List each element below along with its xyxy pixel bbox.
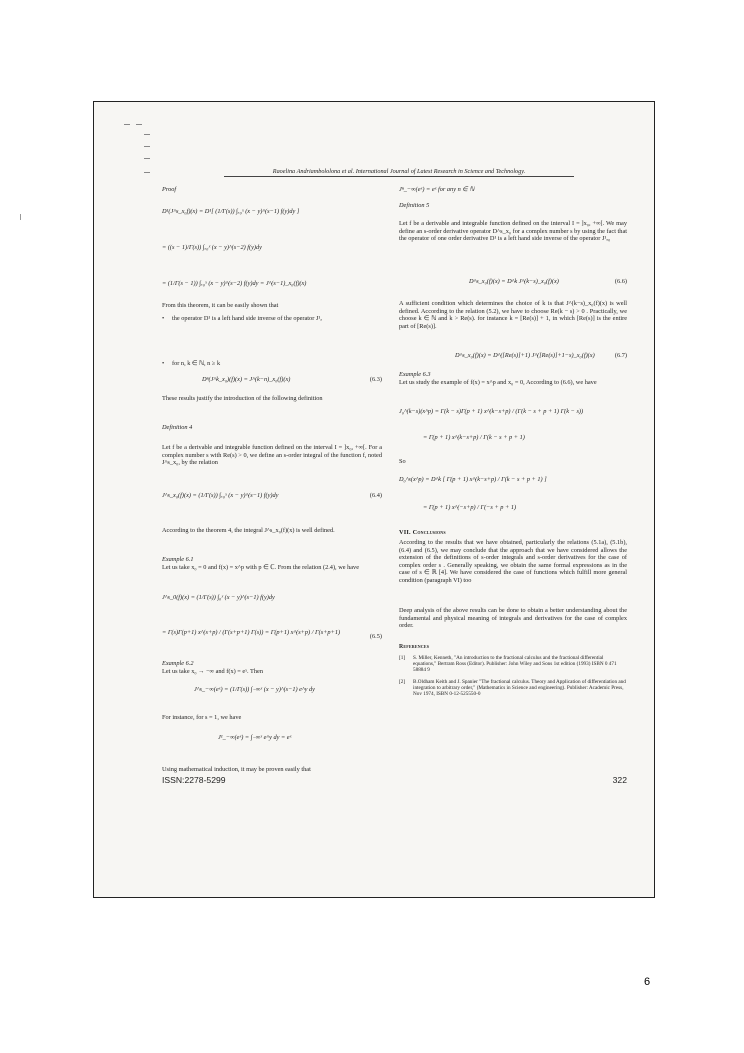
paragraph: Let us take x₀ → −∞ and f(x) = eˣ. Then — [162, 668, 263, 675]
section-title: References — [399, 644, 430, 650]
paragraph: From this theorem, it can be easily shown that — [162, 302, 279, 309]
scanned-page — [93, 101, 655, 898]
paragraph: So — [399, 458, 406, 465]
equation-number: (6.6) — [614, 278, 627, 285]
equation-body: Dⁿ(J^k_x₀)(f)(x) = J^(k−n)_x₀(f)(x) — [202, 376, 291, 383]
equation: D¹(J^s_x₀f)(x) = D¹[ (1/Γ(s)) ∫ₓ₀ˣ (x − y)^(s−1) f(y)dy ] — [162, 208, 300, 215]
equation-body: = Γ(s)Γ(p+1) x^(s+p) / (Γ(s+p+1) Γ(s)) = Γ(p+1) x^(s+p) / Γ(s+p+1) — [162, 629, 341, 636]
reference-text: B.Oldham Keith and J. Spanier "The fractional calculus. Theory and Application of differentiation and integration to arbitrary order," (Mathematics in Science and engineering). Publisher: Academic Press, Nov 1974, ISBN 0-12-525550-0 — [413, 679, 626, 697]
paragraph: For instance, for s = 1, we have — [162, 714, 242, 721]
reference-item — [399, 679, 627, 697]
paragraph: A sufficient condition which determines the choice of k is that J^(k−s)_x₀(f)(x) is well defined. According to the relation (5.2), we have to choose Re(k − s) > 0 . Practically, we choose k ∈ ℕ and k > Re(s). for instance k = [Re(s)] + 1, in which [Re(s)] is the entire part of [Re(s)]. — [399, 300, 627, 330]
equation: Jⁿ_−∞(eˣ) = eˣ for any n ∈ ℕ — [399, 186, 475, 193]
example-label: Example 6.1 — [162, 556, 194, 563]
equation: J₀^(k−s)(x^p) = Γ(k − s)Γ(p + 1) x^(k−s+p) / (Γ(k − s + p + 1) Γ(k − s)) — [399, 408, 584, 415]
equation: D₀^s(x^p) = D^k [ Γ(p + 1) x^(k−s+p) / Γ(k − s + p + 1) ] — [399, 476, 547, 483]
margin-mark — [20, 214, 21, 220]
equation — [399, 278, 627, 286]
paragraph: According to the results that we have obtained, particularly the relations (5.1a), (5.1b), (6.4) and (6.5), we may conclude that the approach that we have considered allows the extension of the definitions of s-order integrals and s-order derivatives for the case of complex order s . Generally speaking, we obtain the same formal expressions as in the case of s ∈ ℝ [4]. We have considered the case of functions which fulfill more general condition (paragraph VI) too — [399, 539, 627, 584]
paragraph: According to the theorem 4, the integral J^s_x₀(f)(x) is well defined. — [162, 527, 335, 534]
section-title: VII. Conclusions — [399, 529, 446, 536]
paragraph: These results justify the introduction of the following definition — [162, 395, 323, 402]
equation — [162, 492, 382, 500]
equation-number: (6.4) — [369, 492, 382, 499]
definition-label: Definition 5 — [399, 202, 430, 209]
equation-body: D^s_x₀(f)(x) = D^([Re(s)]+1) J^([Re(s)]+1−s)_x₀(f)(x) — [455, 352, 595, 359]
equation: = Γ(p + 1) x^(−s+p) / Γ(−s + p + 1) — [423, 504, 517, 511]
paragraph: Let us take x₀ = 0 and f(x) = x^p with p ∈ ℂ. From the relation (2.4), we have — [162, 564, 360, 571]
equation — [399, 352, 627, 360]
page-number: 322 — [612, 775, 627, 785]
reference-number: [2] — [399, 679, 406, 685]
equation-body: D^s_x₀(f)(x) = D^k J^(k−s)_x₀(f)(x) — [469, 278, 559, 285]
equation-number: (6.5) — [369, 633, 382, 640]
bullet-item: • the operator D¹ is a left hand side inverse of the operator J¹ₐ — [162, 315, 382, 323]
reference-item — [399, 655, 627, 673]
paragraph: Let f be a derivable and integrable function defined on the interval I = ]x₀, +∞[. We may define an s-order derivative operator D^s_x₀ for a complex number s by using the fact that the operator of one order derivative D¹ is a left hand side inverse of the operator J¹ₓ₀ — [399, 220, 627, 243]
equation: = Γ(p + 1) x^(k−s+p) / Γ(k − s + p + 1) — [423, 434, 525, 441]
scan-marks — [124, 120, 164, 180]
proof-label: Proof — [162, 186, 177, 193]
paragraph: Deep analysis of the above results can be done to obtain a better understanding about the fundamental and physical meaning of integrals and derivatives for the case of complex order. — [399, 607, 627, 630]
slide-number: 6 — [644, 976, 651, 988]
paragraph: Using mathematical induction, it may be proven easily that — [162, 766, 311, 773]
example-label: Example 6.3 — [399, 371, 431, 378]
equation-number: (6.3) — [369, 376, 382, 383]
equation: = (1/Γ(s − 1)) ∫ₓ₀ˣ (x − y)^(s−2) f(y)dy = J^(s−1)_x₀(f)(x) — [162, 280, 307, 287]
left-column — [162, 186, 382, 785]
paragraph: Let f be a derivable and integrable function defined on the interval I = ]x₀, +∞[. For a complex number s with Re(s) > 0, we define an s-order integral of the function f, noted J^s_x₀, by the relation — [162, 444, 382, 467]
paragraph: Let us study the example of f(x) = x^p and x₀ = 0, According to (6.6), we have — [399, 379, 597, 386]
equation — [162, 629, 382, 640]
equation — [162, 376, 382, 384]
equation-body: J^s_x₀(f)(x) = (1/Γ(s)) ∫ₓ₀ˣ (x − y)^(s−1) f(y)dy — [162, 492, 279, 499]
equation: = ((s − 1)/Γ(s)) ∫ₓ₀ˣ (x − y)^(s−2) f(y)dy — [162, 244, 262, 251]
equation: J¹_−∞(eˣ) = ∫₋∞ˣ e^y dy = eˣ — [218, 734, 292, 741]
issn: ISSN:2278-5299 — [162, 775, 226, 785]
running-header: Raoelina Andriambololona et al. International Journal of Latest Research in Science and Technology. — [224, 168, 574, 177]
equation-number: (6.7) — [614, 352, 627, 359]
reference-number: [1] — [399, 655, 406, 661]
reference-text: S. Miller, Kenneth, "An introduction to the fractional calculus and the fractional differential equations," Bertram Ross (Editor). Publisher: John Wiley and Sons 1st edition (1993) ISBN 0 471 58884 9 — [413, 655, 617, 673]
bullet-item: • for n, k ∈ ℕ, n ≥ k — [162, 360, 382, 368]
definition-label: Definition 4 — [162, 424, 193, 431]
equation: J^s_0(f)(x) = (1/Γ(s)) ∫₀ˣ (x − y)^(s−1) f(y)dy — [162, 594, 275, 601]
equation: J^s_−∞(eˣ) = (1/Γ(s)) ∫₋∞ˣ (x − y)^(s−1) e^y dy — [194, 686, 315, 693]
example-label: Example 6.2 — [162, 660, 194, 667]
